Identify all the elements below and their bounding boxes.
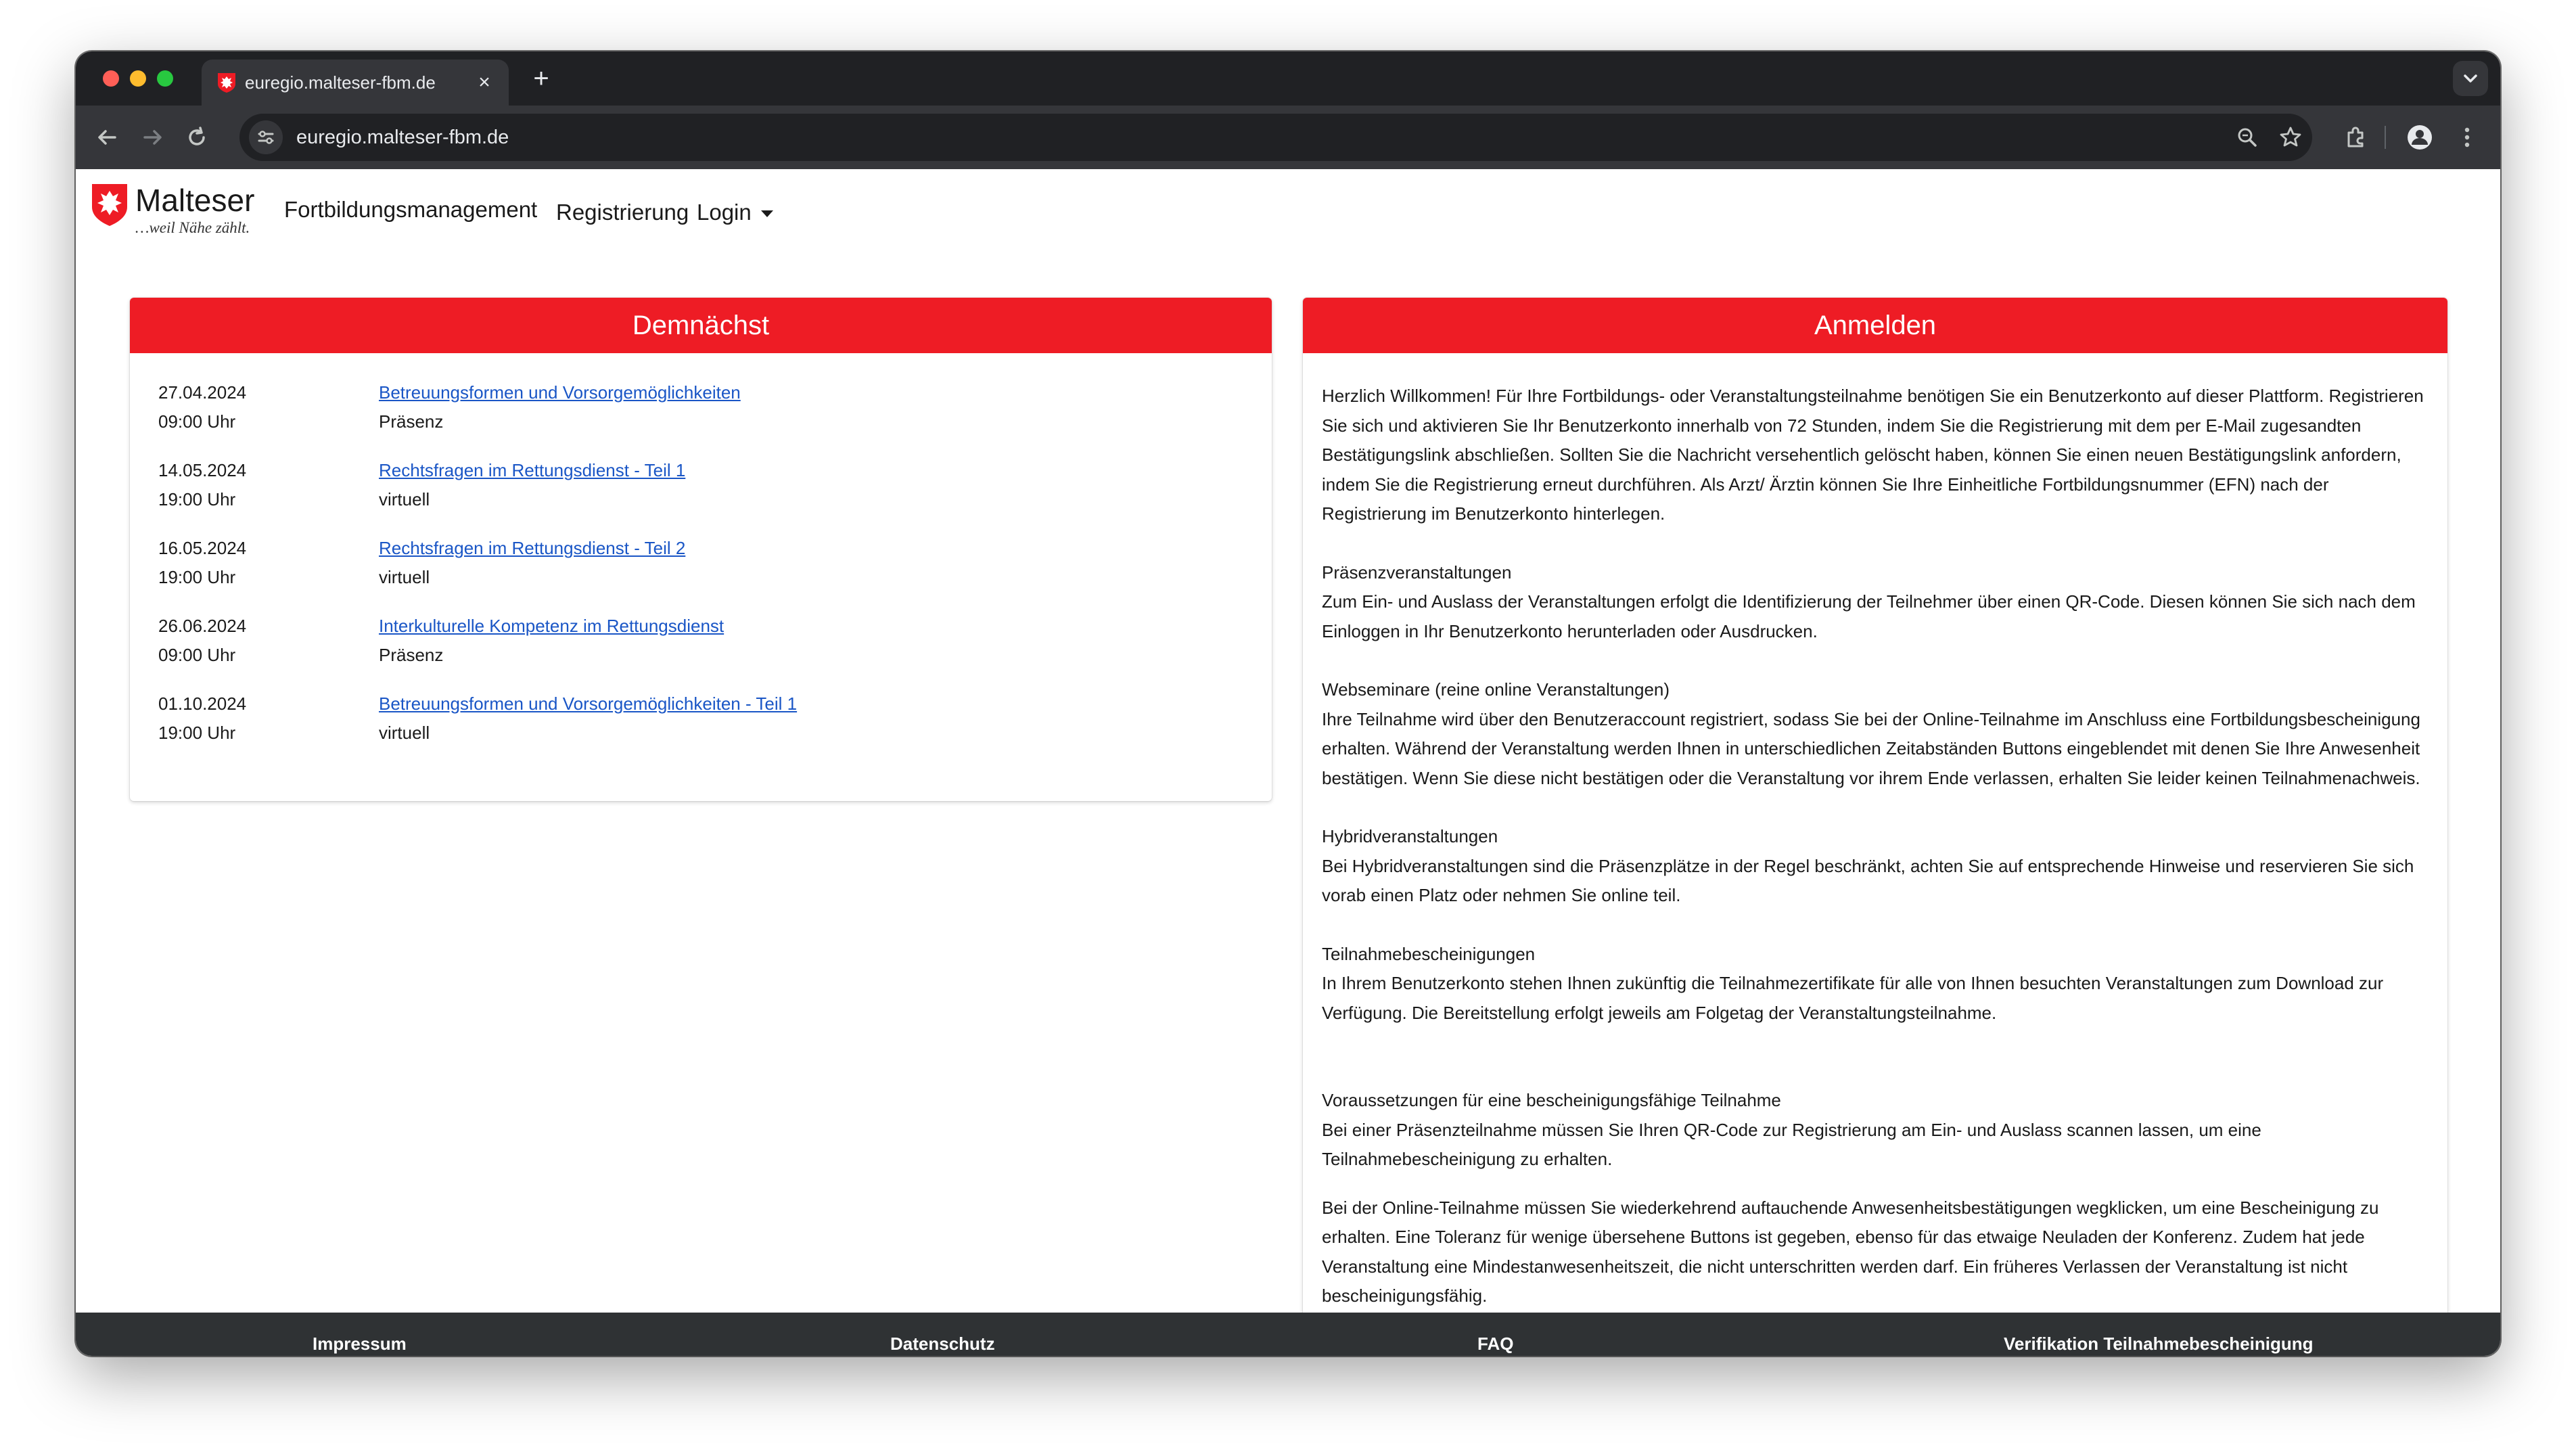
- event-mode: virtuell: [379, 567, 430, 587]
- event-mode: Präsenz: [379, 411, 444, 432]
- section-heading: Präsenzveranstaltungen: [1322, 562, 1512, 583]
- url-text[interactable]: euregio.malteser-fbm.de: [296, 127, 509, 148]
- event-time: 09:00 Uhr: [158, 645, 236, 665]
- section-text: Zum Ein- und Auslass der Veranstaltungen erfolgt die Identifizierung der Teilnehmer über einen QR-Code. Diesen können Sie sich nach dem Einloggen in Ihr Benutzerkonto herunterladen oder Ausdrucken.: [1322, 591, 2416, 641]
- section-text: Bei einer Präsenzteilnahme müssen Sie Ihren QR-Code zur Registrierung am Ein- und Auslass scannen lassen, um eine Teilnahmebescheinigung zu erhalten.: [1322, 1119, 2261, 1169]
- toolbar-divider: [2385, 126, 2386, 149]
- event-date: 27.04.2024: [158, 382, 247, 403]
- browser-toolbar: [76, 106, 2500, 169]
- brand-tagline: …weil Nähe zählt.: [135, 219, 250, 236]
- malteser-favicon-icon: [216, 72, 237, 93]
- new-tab-button[interactable]: +: [533, 64, 549, 93]
- maximize-window-button[interactable]: [157, 70, 173, 87]
- upcoming-events-card: [130, 298, 1272, 801]
- address-bar[interactable]: [239, 114, 2312, 161]
- nav-login-dropdown[interactable]: [697, 199, 773, 226]
- footer-faq-link[interactable]: FAQ: [1477, 1334, 1514, 1354]
- event-mode: virtuell: [379, 723, 430, 743]
- section-heading: Voraussetzungen für eine bescheinigungsfähige Teilnahme: [1322, 1090, 1781, 1110]
- browser-window: [76, 51, 2500, 1356]
- site-footer: [76, 1313, 2500, 1356]
- event-list: [158, 382, 1258, 771]
- event-time: 19:00 Uhr: [158, 489, 236, 509]
- event-item: [158, 615, 1258, 693]
- tab-title: euregio.malteser-fbm.de: [245, 72, 436, 93]
- event-title-link[interactable]: Rechtsfragen im Rettungsdienst - Teil 1: [379, 460, 686, 480]
- event-date: 16.05.2024: [158, 538, 247, 558]
- browser-tab[interactable]: [202, 60, 509, 106]
- section-heading: Hybridveranstaltungen: [1322, 826, 1498, 846]
- section-text: In Ihrem Benutzerkonto stehen Ihnen zukünftig die Teilnahmezertifikate für alle von Ihnen besuchten Veranstaltungen zum Download zur Verfügung. Die Bereitstellung erfolgt jeweils am Folgetag der Veranstaltungsteilnahme.: [1322, 973, 2384, 1023]
- footer-impressum-link[interactable]: Impressum: [313, 1334, 407, 1354]
- nav-login-label: Login: [697, 200, 752, 225]
- chevron-down-icon: [2453, 61, 2488, 96]
- brand-name: Malteser: [135, 183, 255, 218]
- section-heading: Webseminare (reine online Veranstaltungen): [1322, 679, 1670, 700]
- event-mode: Präsenz: [379, 645, 444, 665]
- extensions-puzzle-icon[interactable]: [2339, 120, 2373, 154]
- event-time: 19:00 Uhr: [158, 567, 236, 587]
- event-date: 01.10.2024: [158, 693, 247, 714]
- reload-icon[interactable]: [180, 120, 214, 154]
- malteser-shield-icon: [91, 183, 129, 227]
- event-time: 19:00 Uhr: [158, 723, 236, 743]
- tab-search-button[interactable]: [2453, 61, 2488, 96]
- event-time: 09:00 Uhr: [158, 411, 236, 432]
- event-item: [158, 382, 1258, 459]
- event-item: [158, 459, 1258, 537]
- nav-registrierung[interactable]: Registrierung: [556, 200, 689, 225]
- event-date: 26.06.2024: [158, 616, 247, 636]
- more-menu-icon[interactable]: [2450, 120, 2484, 154]
- web-page: [76, 169, 2500, 1356]
- event-title-link[interactable]: Interkulturelle Kompetenz im Rettungsdienst: [379, 616, 724, 636]
- event-title-link[interactable]: Betreuungsformen und Vorsorgemöglichkeiten - Teil 1: [379, 693, 798, 714]
- nav-site-title[interactable]: Fortbildungsmanagement: [284, 197, 538, 222]
- event-item: [158, 537, 1258, 615]
- section-text: Ihre Teilnahme wird über den Benutzeraccount registriert, sodass Sie bei der Online-Teilnahme im Anschluss eine Fortbildungsbescheinigung erhalten. Während der Veranstaltung werden Ihnen in unterschiedlichen Zeitabständen Buttons eingeblendet mit denen Sie Ihre Anwesenheit bestätigen. Wenn Sie diese nicht bestätigen oder die Veranstaltung vor ihrem Ende verlassen, erhalten Sie leider keinen Teilnahmenachweis.: [1322, 708, 2420, 788]
- tab-strip: [76, 51, 2500, 106]
- upcoming-header: Demnächst: [130, 298, 1272, 353]
- event-item: [158, 693, 1258, 771]
- event-title-link[interactable]: Betreuungsformen und Vorsorgemöglichkeiten: [379, 382, 741, 403]
- back-arrow-icon[interactable]: [91, 120, 124, 154]
- zoom-icon[interactable]: [2234, 124, 2261, 151]
- event-title-link[interactable]: Rechtsfragen im Rettungsdienst - Teil 2: [379, 538, 686, 558]
- login-info-card: [1303, 298, 2447, 1353]
- footer-verifikation-link[interactable]: Verifikation Teilnahmebescheinigung: [2004, 1334, 2314, 1354]
- intro-paragraph: Herzlich Willkommen! Für Ihre Fortbildungs- oder Veranstaltungsteilnahme benötigen Sie ein Benutzerkonto auf dieser Plattform. Registrieren Sie sich und aktivieren Sie Ihr Benutzerkonto innerhalb von 72 Stunden, indem Sie die Registrierung mit dem per E-Mail zugesandten Bestätigungslink abschließen. Sollten Sie die Nachricht versehentlich gelöscht haben, können Sie einen neuen Bestätigungslink anfordern, indem Sie die Registrierung erneut durchführen. Als Arzt/ Ärztin können Sie Ihre Einheitliche Fortbildungsnummer (EFN) nach der Registrierung im Benutzerkonto hinterlegen.: [1322, 386, 2424, 524]
- caret-down-icon: [761, 210, 773, 217]
- login-header: Anmelden: [1303, 298, 2447, 353]
- forward-arrow-icon[interactable]: [135, 120, 169, 154]
- site-settings-icon[interactable]: [249, 120, 283, 154]
- event-mode: virtuell: [379, 489, 430, 509]
- close-window-button[interactable]: [103, 70, 119, 87]
- event-date: 14.05.2024: [158, 460, 247, 480]
- bookmark-star-icon[interactable]: [2277, 124, 2304, 151]
- footer-datenschutz-link[interactable]: Datenschutz: [890, 1334, 995, 1354]
- section-heading: Teilnahmebescheinigungen: [1322, 943, 1536, 964]
- minimize-window-button[interactable]: [130, 70, 146, 87]
- tab-close-icon[interactable]: ×: [478, 71, 490, 93]
- online-note: Bei der Online-Teilnahme müssen Sie wiederkehrend auftauchende Anwesenheitsbestätigungen wegklicken, um eine Bescheinigung zu erhalten. Eine Toleranz für wenige übersehene Buttons ist gegeben, ebenso für das etwaige Neuladen der Konferenz. Zudem hat jede Veranstaltung eine Mindestanwesenheitszeit, die nicht unterschritten werden darf. Ein früheres Verlassen der Veranstaltung ist nicht bescheinigungsfähig.: [1322, 1197, 2379, 1306]
- section-text: Bei Hybridveranstaltungen sind die Präsenzplätze in der Regel beschränkt, achten Sie auf entsprechende Hinweise und reservieren Sie sich vorab einen Platz oder nehmen Sie online teil.: [1322, 855, 2414, 905]
- profile-avatar-icon[interactable]: [2403, 120, 2437, 154]
- login-info-text: [1322, 382, 2438, 1311]
